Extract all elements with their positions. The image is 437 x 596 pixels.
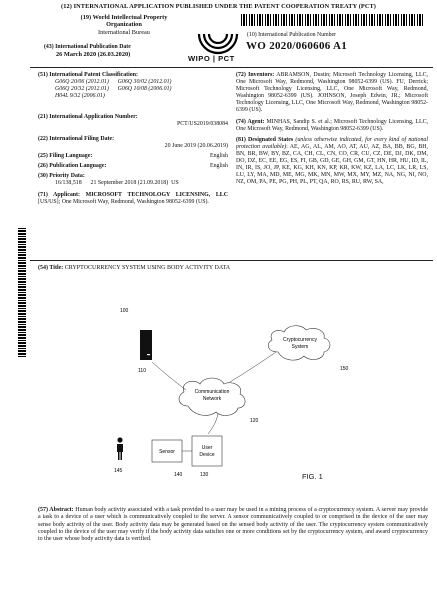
field-81-text: : AE, AG, AL, AM, AO, AT, AU, AZ, BA, BB, BG, BH, BN, BR, BW, BY, BZ, CA, CH, CL, CN, CO, CR, CU, CZ, DE, DJ, DK, DM, DO, DZ, EC, EE, EG, ES, FI, GB, GD, GE, GH, GM, GT, HN, HR, HU, ID, IL, IN, IR, IS, JO, JP, KE, KG, KH, KN, KP, KR, KW, KZ, LA, LC, LK, LR, LS, LU, LY, MA, MD, ME, MG, MK, MN, MW, MX, MY, MZ, NA, NG, NI, NO, NZ, OM, PA, PE, PG, PH, PL, PT, QA, RO, RS, RU, RW, SA, <box>236 143 428 186</box>
field-30-label: (30) Priority Data: <box>38 172 85 179</box>
sensor-label: Sensor <box>159 449 175 455</box>
org-label2: Organization <box>106 21 142 29</box>
publication-date: 26 March 2020 (26.03.2020) <box>56 51 131 58</box>
device-label-1: User <box>201 445 213 451</box>
publication-date-label: (43) International Publication Date <box>44 44 131 50</box>
divider-top <box>30 67 433 68</box>
field-81-italic: (unless otherwise indicated, for every kind of national protection available) <box>236 136 428 150</box>
field-22-label: (22) International Filing Date: <box>38 135 115 142</box>
title-label: (54) Title: <box>38 265 64 271</box>
ref-110: 110 <box>138 368 146 374</box>
device-label-2: Device <box>199 452 215 458</box>
ref-120: 120 <box>250 418 259 424</box>
person-head-icon <box>117 437 122 442</box>
ref-145: 145 <box>114 468 123 474</box>
wipo-pct-text: WIPO | PCT <box>188 54 235 63</box>
link-server-network <box>152 362 186 390</box>
ref-140: 140 <box>174 472 183 478</box>
publication-number: WO 2020/060606 A1 <box>246 40 348 52</box>
ref-150: 150 <box>340 366 349 372</box>
user-device-box <box>192 436 222 466</box>
side-barcode <box>18 228 26 358</box>
field-51-line: G06Q 20/32 (2012.01) G06Q 10/08 (2006.01) <box>55 86 172 93</box>
title-line <box>38 265 230 271</box>
abstract-text: Human body activity associated with a task provided to a user may be used in a mining process of a cryptocurrency system. A server may provide a task to a device of a user which is communicatively coupled to the server. A sensor communicatively coupled to or comprised in the device of the user may sense body activity of the user. Body activity data may be generated based on the sensed body activity of the user. The cryptocurrency system communicatively coupled to the device of the user may verify if the body activity data satisfies one or more conditions set by the cryptocurrency system, and award cryptocurrency to the user whose body activity data is verified. <box>38 507 428 543</box>
org-label: (19) World Intellectual Property <box>80 14 168 21</box>
crypto-label-1: Cryptocurrency <box>283 337 317 343</box>
field-26-label: (26) Publication Language: <box>38 162 107 169</box>
org-bureau: International Bureau <box>98 28 150 36</box>
field-71-rest: [US/US]; One Microsoft Way, Redmond, Washington 98052-6399 (US). <box>38 199 209 206</box>
field-22-value: 20 June 2019 (20.06.2019) <box>164 142 228 149</box>
organization-block <box>44 14 204 36</box>
right-column <box>236 72 428 186</box>
figure-1-diagram <box>100 300 390 500</box>
divider-title <box>30 260 433 261</box>
field-25-label: (25) Filing Language: <box>38 152 93 159</box>
field-30-value: 16/138,518 21 September 2018 (21.09.2018) US <box>55 180 179 187</box>
link-network-crypto <box>230 352 276 382</box>
server-icon <box>140 330 152 360</box>
field-51-line: H04L 9/32 (2006.01) <box>55 93 105 100</box>
server-led-icon <box>147 354 150 355</box>
field-21-label: (21) International Application Number: <box>38 114 138 121</box>
field-71-name: MICROSOFT TECHNOLOGY LICENSING, LLC <box>85 192 228 199</box>
ref-100: 100 <box>120 308 129 314</box>
field-74-label: (74) Agent: <box>236 118 265 125</box>
left-column <box>38 72 228 206</box>
publication-number-label: (10) International Publication Number <box>247 32 337 38</box>
field-72-label: (72) Inventors: <box>236 72 275 78</box>
field-26-value: English <box>210 162 228 169</box>
field-25-value: English <box>210 152 228 159</box>
field-51-label: (51) International Patent Classification: <box>38 72 138 78</box>
network-label-1: Communication <box>194 389 230 395</box>
field-21-value: PCT/US2019/038084 <box>176 121 228 128</box>
field-71-label: (71) Applicant: <box>38 192 80 199</box>
field-74-text: MINHAS, Sandip S. et al.; Microsoft Technology Licensing, LLC, One Microsoft Way, Redmond, Washington 98052-6399 (US). <box>236 118 428 132</box>
ref-130: 130 <box>200 472 209 478</box>
field-81-label: (81) Designated States <box>236 136 294 143</box>
link-network-device <box>208 414 218 434</box>
title-text: CRYPTOCURRENCY SYSTEM USING BODY ACTIVITY DATA <box>64 265 231 271</box>
person-body-icon <box>117 444 123 460</box>
figure-label: FIG. 1 <box>302 472 323 481</box>
field-51-line: G06Q 20/06 (2012.01) G06Q 30/02 (2012.01) <box>55 79 172 86</box>
crypto-label-2: System <box>291 344 309 350</box>
top-banner: (12) INTERNATIONAL APPLICATION PUBLISHED UNDER THE PATENT COOPERATION TREATY (PCT) <box>61 3 376 10</box>
field-72-text: ABRAMSON, Dustin; Microsoft Technology Licensing, LLC, One Microsoft Way, Redmond, Washington 98052-6399 (US). FU, Derrick; Microsoft Technology Licensing, LLC, One Microsoft Way, Redmond, Washington 98052-6399 (US). JOHNSON, Joseph Edwin, JR.; Microsoft Technology Licensing, LLC, One Microsoft Way, Redmond, Washington 98052-6399 (US). <box>236 72 428 114</box>
barcode <box>241 14 423 26</box>
abstract <box>38 507 428 543</box>
abstract-label: (57) Abstract: <box>38 507 74 513</box>
network-label-2: Network <box>202 396 222 402</box>
